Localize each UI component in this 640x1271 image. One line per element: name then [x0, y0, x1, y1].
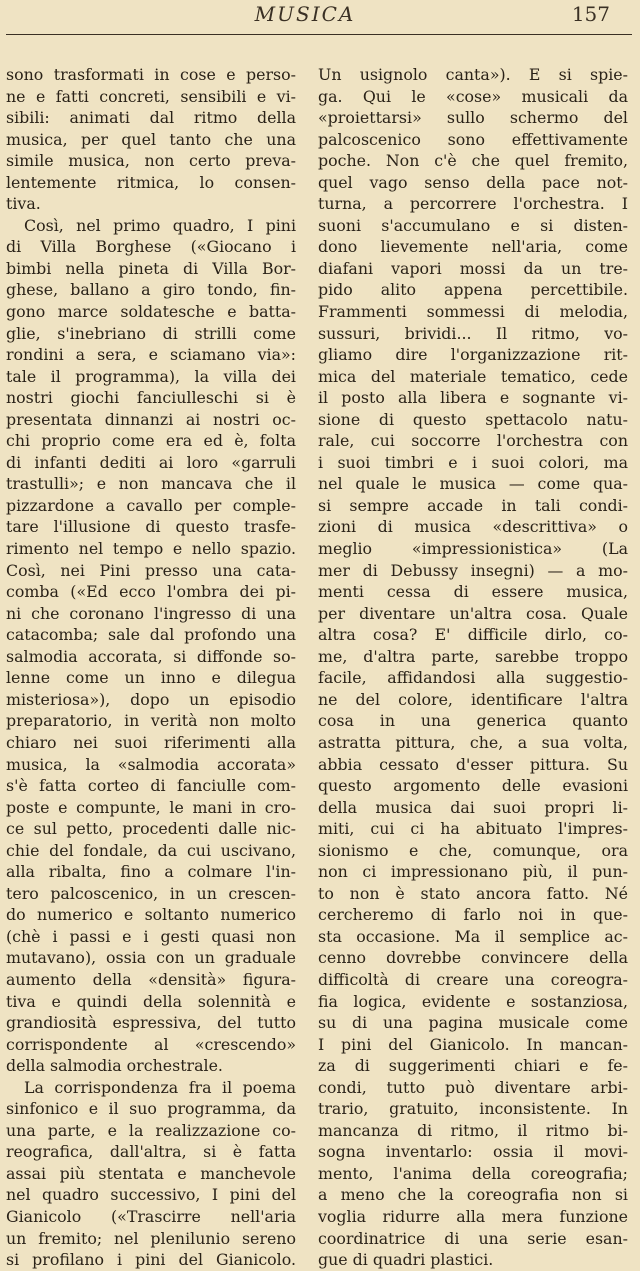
text-line: poche. Non c'è che quel fremito, — [318, 151, 628, 171]
text-line: Così, nel primo quadro, I pini — [24, 215, 296, 235]
text-line: suoni s'accumulano e si disten- — [318, 215, 628, 235]
text-line: cosa in una generica quanto — [318, 711, 628, 731]
text-line: me, d'altra parte, sarebbe troppo — [318, 646, 628, 666]
text-line: corrispondente al «crescendo» — [6, 1034, 296, 1054]
text-line: della salmodia orchestrale. — [6, 1056, 223, 1076]
text-line: misteriosa»), dopo un episodio — [6, 689, 296, 709]
text-line: gono marce soldatesche e batta- — [6, 302, 296, 322]
text-line: sogna inventarlo: ossia il movi- — [318, 1142, 628, 1162]
text-line: chie del fondale, da cui uscivano, — [6, 840, 296, 860]
text-line: mer di Debussy insegni) — a mo- — [318, 560, 628, 580]
text-line: Così, nei Pini presso una cata- — [6, 560, 296, 580]
text-line: to non è stato ancora fatto. Né — [318, 883, 628, 903]
text-line: rale, cui soccorre l'orchestra con — [318, 431, 628, 451]
text-line: (chè i passi e i gesti quasi non — [6, 926, 296, 946]
text-line: si profilano i pini del Gianicolo. — [6, 1250, 296, 1270]
text-line: per diventare un'altra cosa. Quale — [318, 603, 628, 623]
text-line: mica del materiale tematico, cede — [318, 366, 628, 386]
text-line: menti cessa di essere musica, — [318, 582, 628, 602]
text-line: condi, tutto può diventare arbi- — [318, 1077, 628, 1097]
text-line: trastulli»; e non mancava che il — [6, 474, 296, 494]
text-line: di infanti dediti ai loro «garruli — [6, 452, 296, 472]
text-line: chiaro nei suoi riferimenti alla — [6, 732, 296, 752]
text-line: cercheremo di farlo noi in que- — [318, 905, 628, 925]
text-line: di Villa Borghese («Giocano i — [6, 237, 296, 257]
text-line: musica, la «salmodia accorata» — [6, 754, 296, 774]
header-rule — [6, 34, 632, 35]
text-line: meglio «impressionistica» (La — [318, 539, 628, 559]
text-line: presentata dinnanzi ai nostri oc- — [6, 409, 296, 429]
text-line: il posto alla libera e sognante vi- — [318, 388, 628, 408]
text-line: rimento nel tempo e nello spazio. — [6, 539, 296, 559]
text-line: nel quadro successivo, I pini del — [6, 1185, 296, 1205]
text-line: altra cosa? E' difficile dirlo, co- — [318, 625, 628, 645]
text-line: poste e compunte, le mani in cro- — [6, 797, 296, 817]
text-line: s'è fatta corteo di fanciulle com- — [6, 776, 296, 796]
text-line: quel vago senso della pace not- — [318, 172, 628, 192]
page-number: 157 — [571, 2, 610, 26]
text-line: tale il programma), la villa dei — [6, 366, 296, 386]
text-line: tare l'illusione di questo trasfe- — [6, 517, 296, 537]
text-line: aumento della «densità» figura- — [6, 969, 296, 989]
text-line: reografica, dall'altra, si è fatta — [6, 1142, 296, 1162]
text-line: su di una pagina musicale come — [318, 1013, 628, 1033]
text-line: un fremito; nel plenilunio sereno — [6, 1228, 296, 1248]
text-line: pido alito appena percettibile. — [318, 280, 628, 300]
text-line: sibili: animati dal ritmo della — [6, 108, 296, 128]
text-line: grandiosità espressiva, del tutto — [6, 1013, 296, 1033]
text-line: ni che coronano l'ingresso di una — [6, 603, 296, 623]
text-line: della musica dai suoi propri li- — [318, 797, 628, 817]
text-line: pizzardone a cavallo per comple- — [6, 495, 296, 515]
text-line: «proiettarsi» sullo schermo del — [318, 108, 628, 128]
text-line: Frammenti sommessi di melodia, — [318, 302, 628, 322]
text-line: nel quale le musica — come qua- — [318, 474, 628, 494]
text-line: ga. Qui le «cose» musicali da — [318, 86, 628, 106]
text-line: bimbi nella pineta di Villa Bor- — [6, 258, 296, 278]
text-line: salmodia accorata, si diffonde so- — [6, 646, 296, 666]
text-line: sinfonico e il suo programma, da — [6, 1099, 296, 1119]
text-line: abbia cessato d'esser pittura. Su — [318, 754, 628, 774]
text-line: sione di questo spettacolo natu- — [318, 409, 628, 429]
text-line: ghese, ballano a giro tondo, fin- — [6, 280, 296, 300]
text-line: catacomba; sale dal profondo una — [6, 625, 296, 645]
text-line: dono lievemente nell'aria, come — [318, 237, 628, 257]
text-line: I pini del Gianicolo. In mancan- — [318, 1034, 628, 1054]
text-line: non ci impressionano più, il pun- — [318, 862, 628, 882]
text-line: fia logica, evidente e sostanziosa, — [318, 991, 628, 1011]
page-header — [0, 0, 640, 34]
text-line: miti, cui ci ha abituato l'impres- — [318, 819, 628, 839]
text-line: rondini a sera, e sciamano via»: — [6, 345, 296, 365]
text-line: a meno che la coreografia non si — [318, 1185, 628, 1205]
text-line: sussuri, brividi... Il ritmo, vo- — [318, 323, 628, 343]
text-line: una parte, e la realizzazione co- — [6, 1120, 296, 1140]
text-line: questo argomento delle evasioni — [318, 776, 628, 796]
text-line: mancanza di ritmo, il ritmo bi- — [318, 1120, 628, 1140]
text-line: tiva e quindi della solennità e — [6, 991, 296, 1011]
text-line: diafani vapori mossi da un tre- — [318, 258, 628, 278]
text-line: simile musica, non certo preva- — [6, 151, 296, 171]
text-line: difficoltà di creare una coreogra- — [318, 969, 628, 989]
text-line: palcoscenico sono effettivamente — [318, 129, 628, 149]
text-line: mutavano), ossia con un graduale — [6, 948, 296, 968]
left-column — [6, 64, 296, 1271]
text-line: sta occasione. Ma il semplice ac- — [318, 926, 628, 946]
text-line: tero palcoscenico, in un crescen- — [6, 883, 296, 903]
text-line: ne del colore, identificare l'altra — [318, 689, 628, 709]
text-line: glie, s'inebriano di strilli come — [6, 323, 296, 343]
text-line: chi proprio come era ed è, folta — [6, 431, 296, 451]
text-line: comba («Ed ecco l'ombra dei pi- — [6, 582, 296, 602]
text-line: do numerico e soltanto numerico — [6, 905, 296, 925]
text-line: sionismo e che, comunque, ora — [318, 840, 628, 860]
text-line: cenno dovrebbe convincere della — [318, 948, 628, 968]
text-line: Un usignolo canta»). E si spie- — [318, 65, 628, 84]
text-line: preparatorio, in verità non molto — [6, 711, 296, 731]
text-line: zioni di musica «descrittiva» o — [318, 517, 628, 537]
text-line: La corrispondenza fra il poema — [24, 1077, 296, 1097]
text-line: assai più stentata e manchevole — [6, 1163, 296, 1183]
text-line: lenne come un inno e dilegua — [6, 668, 296, 688]
text-line: Gianicolo («Trascirre nell'aria — [6, 1206, 296, 1226]
text-line: alla ribalta, fino a colmare l'in- — [6, 862, 296, 882]
running-title: MUSICA — [254, 2, 356, 26]
text-line: gliamo dire l'organizzazione rit- — [318, 345, 628, 365]
text-line: lentemente ritmica, lo consen- — [6, 172, 296, 192]
text-line: gue di quadri plastici. — [318, 1250, 494, 1270]
text-line: si sempre accade in tali condi- — [318, 495, 628, 515]
text-line: ne e fatti concreti, sensibili e vi- — [6, 86, 296, 106]
text-line: sono trasformati in cose e perso- — [6, 65, 296, 84]
text-line: za di suggerimenti chiari e fe- — [318, 1056, 628, 1076]
text-line: facile, affidandosi alla suggestio- — [318, 668, 628, 688]
text-line: ce sul petto, procedenti dalle nic- — [6, 819, 296, 839]
text-line: mento, l'anima della coreografia; — [318, 1163, 628, 1183]
text-line: coordinatrice di una serie esan- — [318, 1228, 628, 1248]
text-line: trario, gratuito, inconsistente. In — [318, 1099, 628, 1119]
text-line: turna, a percorrere l'orchestra. I — [318, 194, 628, 214]
text-line: tiva. — [6, 194, 41, 214]
right-column — [318, 64, 628, 1271]
text-line: nostri giochi fanciulleschi si è — [6, 388, 296, 408]
text-line: i suoi timbri e i suoi colori, ma — [318, 452, 628, 472]
text-line: astratta pittura, che, a sua volta, — [318, 732, 628, 752]
text-line: musica, per quel tanto che una — [6, 129, 296, 149]
text-line: voglia ridurre alla mera funzione — [318, 1206, 628, 1226]
